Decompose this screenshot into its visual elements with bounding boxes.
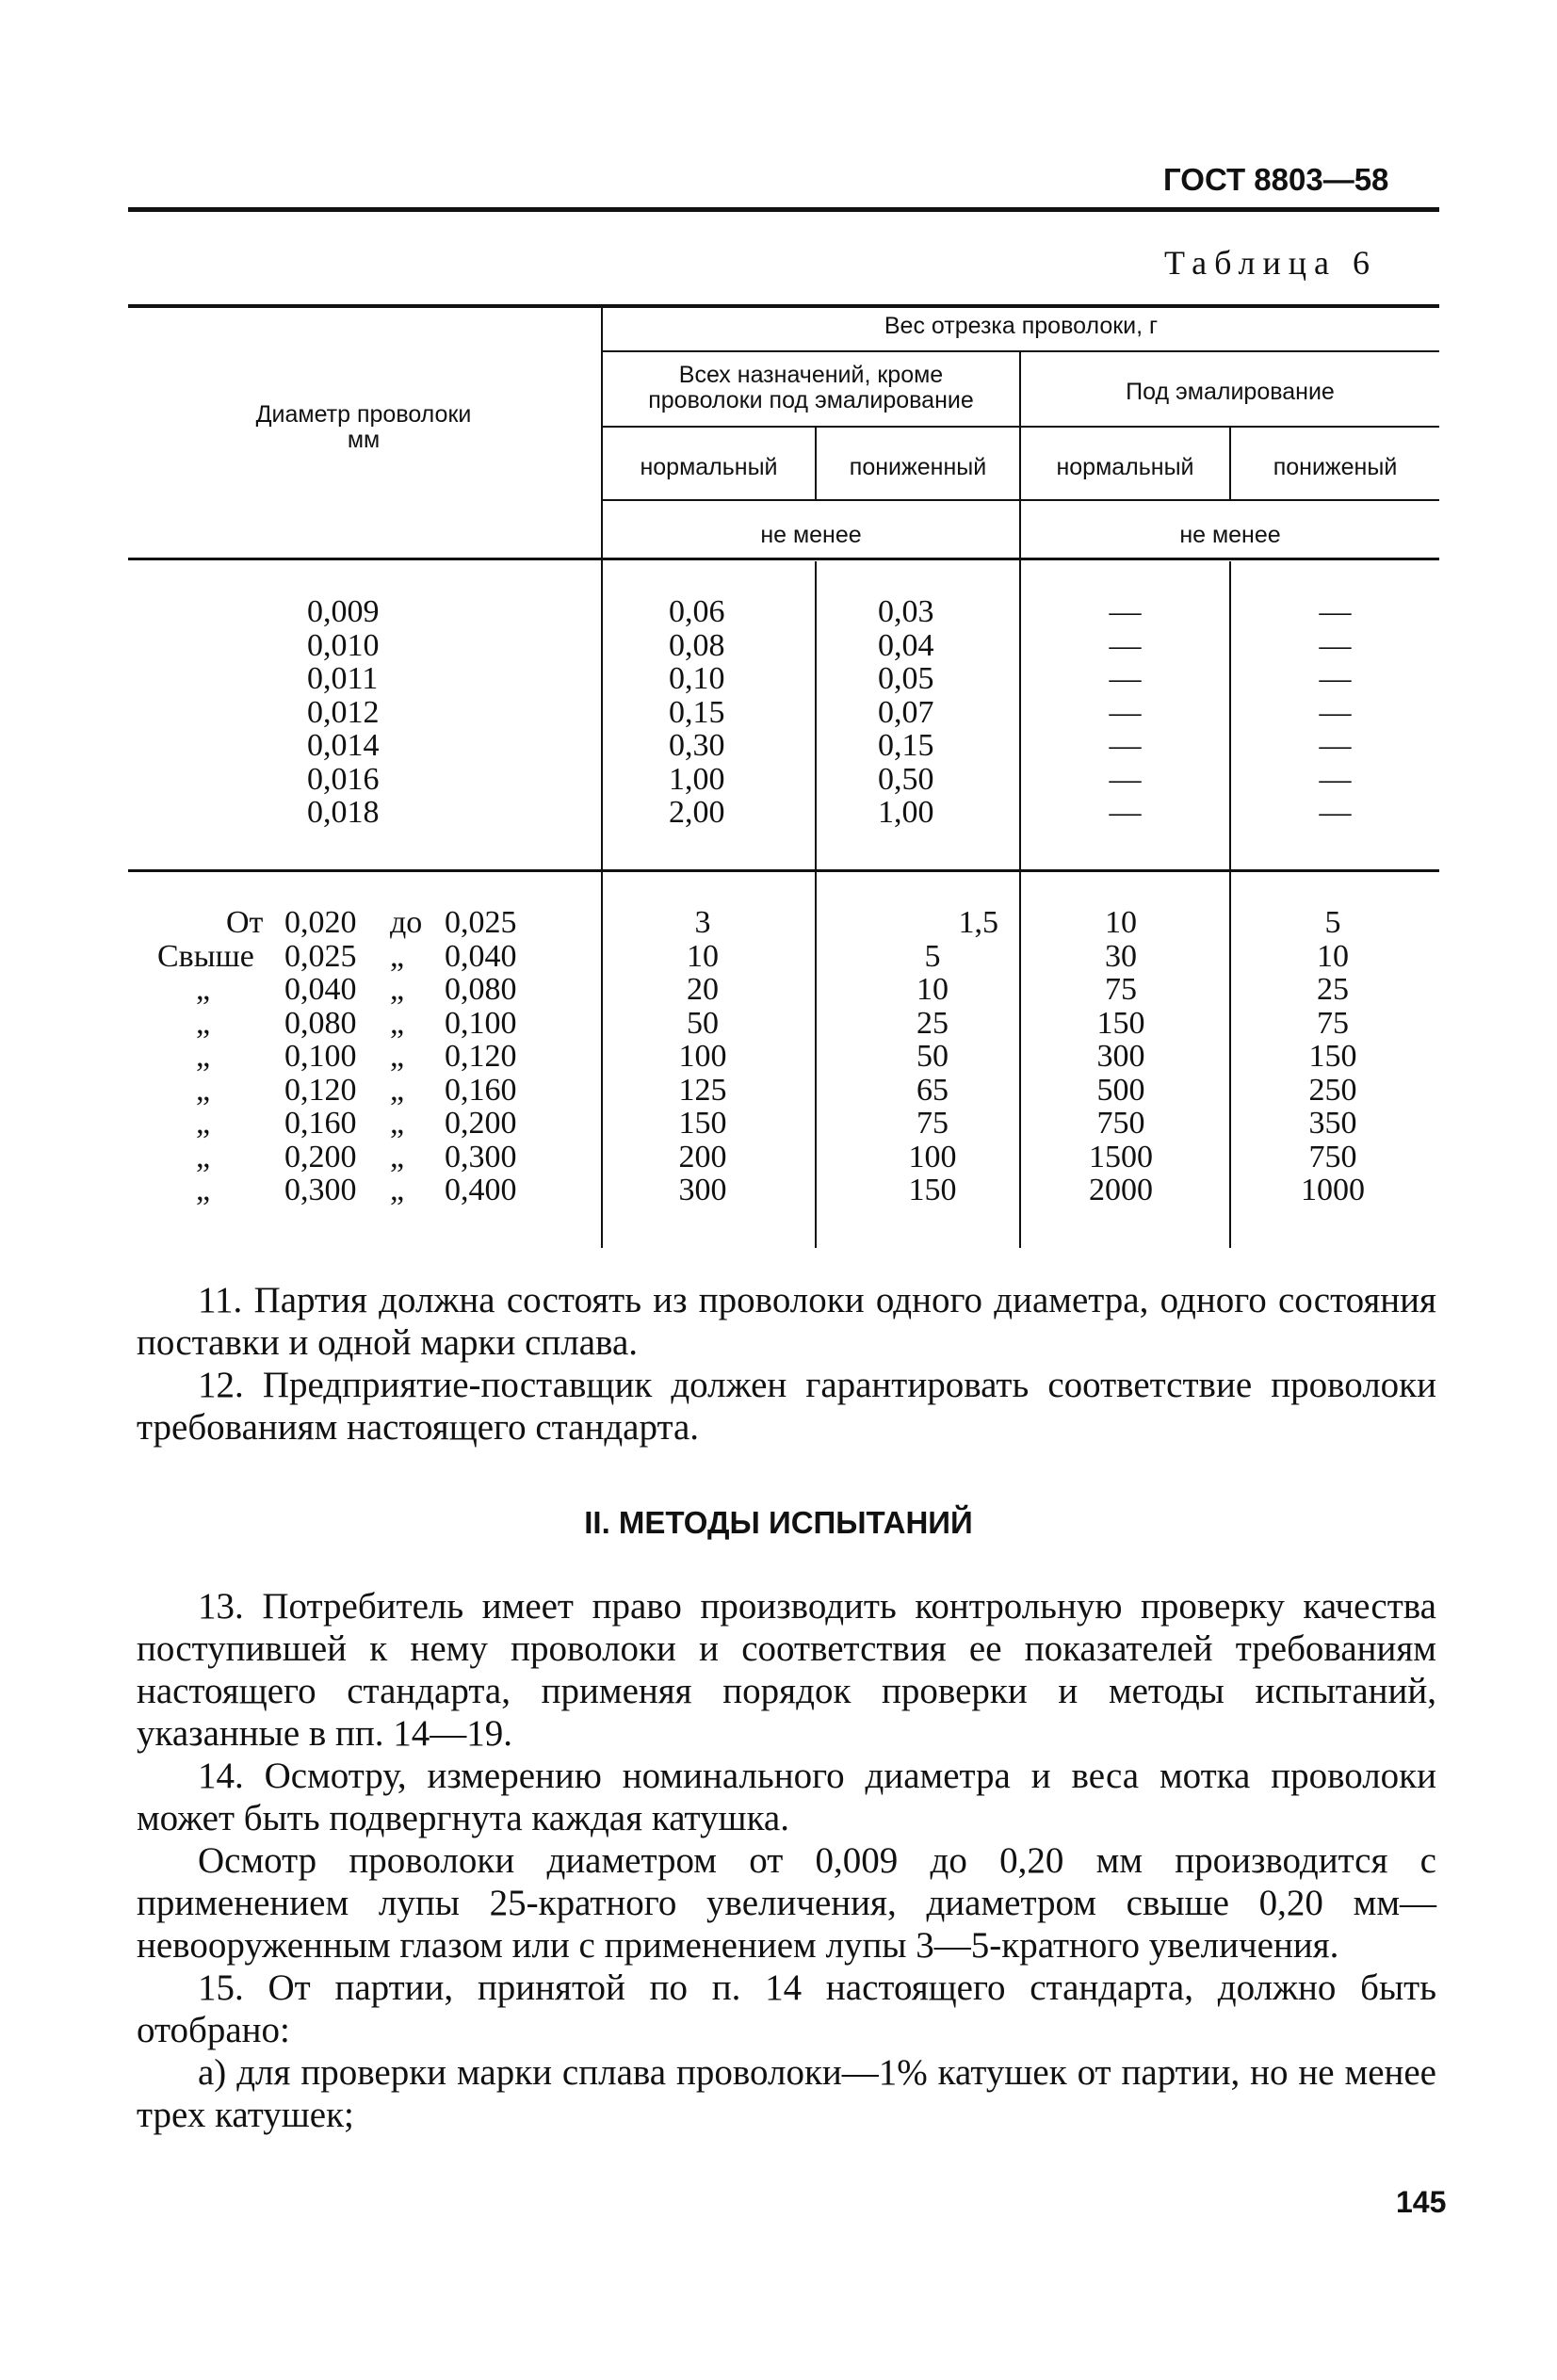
- header-group-all-line1: Всех назначений, кроме: [678, 362, 944, 388]
- table-cell: 0,15: [878, 728, 934, 763]
- block2-enamel-normal: [1064, 906, 1177, 1207]
- block2-all-reduced: [867, 906, 998, 1207]
- range-prefix: Свыше: [157, 938, 254, 974]
- block1-all-normal: [669, 595, 763, 830]
- range-to: 0,400: [445, 1173, 517, 1207]
- range-prefix: „: [196, 1139, 211, 1174]
- table-cell: 20: [687, 972, 719, 1007]
- range-sep: „: [390, 1173, 405, 1207]
- header-normal: нормальный: [640, 454, 778, 480]
- table-cell: —: [1319, 661, 1352, 696]
- range-from: 0,025: [284, 938, 357, 974]
- range-from: 0,300: [284, 1173, 357, 1207]
- table-cell: 0,014: [307, 728, 380, 763]
- table-cell: 125: [678, 1072, 727, 1108]
- table-cell: —: [1109, 795, 1142, 830]
- range-row: [151, 1174, 565, 1207]
- header-reduced-enamel: пониженый: [1273, 454, 1398, 480]
- table-cell: 75: [916, 1106, 949, 1141]
- table-cell: —: [1109, 728, 1142, 763]
- range-sep: „: [390, 938, 405, 974]
- table-cell: 150: [1096, 1005, 1145, 1041]
- range-prefix: „: [196, 1173, 211, 1207]
- table-cell: 0,30: [669, 728, 725, 763]
- table-cell: 50: [687, 1005, 719, 1041]
- table-title: Таблица 6: [1164, 244, 1377, 282]
- header-rule: [128, 207, 1439, 212]
- range-sep: „: [390, 1005, 405, 1041]
- range-to: 0,080: [445, 972, 517, 1007]
- table-cell: 1,5: [958, 905, 998, 940]
- range-sep: „: [390, 1106, 405, 1141]
- section-heading: II. МЕТОДЫ ИСПЫТАНИЙ: [584, 1505, 973, 1540]
- header-normal-enamel: нормальный: [1056, 454, 1194, 480]
- header-weight: Вес отрезка проволоки, г: [884, 313, 1159, 339]
- table-cell: 65: [916, 1072, 949, 1108]
- table-cell: 0,15: [669, 694, 725, 730]
- table-cell: —: [1109, 594, 1142, 629]
- range-to: 0,200: [445, 1106, 517, 1141]
- range-sep: „: [390, 1039, 405, 1074]
- table-cell: —: [1319, 761, 1352, 797]
- table-cell: 300: [678, 1173, 727, 1207]
- block1-enamel-normal: [1021, 595, 1229, 830]
- table-head-bottom-rule: [128, 558, 1439, 560]
- table-cell: 350: [1308, 1106, 1357, 1141]
- block2-all-normal: [650, 906, 755, 1207]
- page-number: 145: [1396, 2185, 1447, 2219]
- range-prefix: „: [196, 1072, 211, 1108]
- header-min-all: не менее: [760, 522, 862, 548]
- paragraph-14: 14. Осмотру, измерению номинального диаметра и веса мотка проволоки может быть подвергнута каждая катушка.: [137, 1756, 1436, 1838]
- table-cell: 1,00: [669, 761, 725, 797]
- paragraph-11: 11. Партия должна состоять из проволоки одного диаметра, одного состояния поставки и одной марки сплава.: [137, 1280, 1436, 1363]
- table-cell: 10: [687, 938, 719, 974]
- range-row: [151, 1040, 565, 1074]
- table-cell: 250: [1308, 1072, 1357, 1108]
- paragraph-15: 15. От партии, принятой по п. 14 настоящего стандарта, должно быть отобрано:: [137, 1967, 1436, 2050]
- table-cell: 0,04: [878, 627, 934, 663]
- range-prefix: „: [196, 972, 211, 1007]
- table-cell: —: [1319, 627, 1352, 663]
- table-cell: 25: [916, 1005, 949, 1041]
- table-cell: 1000: [1301, 1173, 1365, 1207]
- table-cell: —: [1109, 694, 1142, 730]
- range-from: 0,120: [284, 1072, 357, 1108]
- range-to: 0,040: [445, 938, 517, 974]
- paragraph-12: 12. Предприятие-поставщик должен гарантировать соответствие проволоки требованиям настоящего стандарта.: [137, 1365, 1436, 1448]
- table-cell: 100: [908, 1139, 957, 1174]
- table-cell: 50: [916, 1039, 949, 1074]
- table-cell: 0,03: [878, 594, 934, 629]
- range-row: [151, 940, 565, 974]
- header-group-all: [603, 363, 1019, 413]
- range-from: 0,160: [284, 1106, 357, 1141]
- paragraph-14b: Осмотр проволоки диаметром от 0,009 до 0,20 мм производится с применением лупы 25-кратного увеличения, диаметром свыше 0,20 мм—невооруженным глазом или с применением лупы 3—5-кратного увеличения.: [137, 1840, 1436, 1966]
- table-cell: —: [1319, 728, 1352, 763]
- table-cell: 2,00: [669, 795, 725, 830]
- table-cell: 25: [1317, 972, 1349, 1007]
- vline-data-left: [815, 561, 817, 1248]
- range-sep: до: [390, 905, 423, 940]
- header-diameter-unit: мм: [347, 427, 381, 453]
- table-cell: 150: [678, 1106, 727, 1141]
- paragraphs-before-section: [137, 1279, 1436, 1449]
- range-from: 0,080: [284, 1005, 357, 1041]
- table-cell: —: [1109, 761, 1142, 797]
- vline-diameter: [601, 306, 603, 1248]
- table-cell: 0,10: [669, 661, 725, 696]
- table-cell: 10: [1317, 938, 1349, 974]
- table-cell: —: [1319, 694, 1352, 730]
- table-cell: 2000: [1089, 1173, 1153, 1207]
- range-prefix: „: [196, 1106, 211, 1141]
- range-sep: „: [390, 1072, 405, 1108]
- range-row: [151, 1107, 565, 1141]
- paragraph-13: 13. Потребитель имеет право производить контрольную проверку качества поступившей к нему проволоки и соответствия ее показателей требованиям настоящего стандарта, применяя порядок проверки и методы испытаний, указанные в пп. 14—19.: [137, 1586, 1436, 1754]
- range-row: [151, 1141, 565, 1174]
- table-cell: 150: [1308, 1039, 1357, 1074]
- header-diameter: [128, 402, 599, 453]
- table-cell: 5: [924, 938, 941, 974]
- table-cell: —: [1109, 661, 1142, 696]
- range-prefix: От: [226, 905, 264, 940]
- table-cell: 0,011: [307, 661, 379, 696]
- range-sep: „: [390, 972, 405, 1007]
- table-cell: 750: [1308, 1139, 1357, 1174]
- table-cell: 0,016: [307, 761, 380, 797]
- paragraph-15a: а) для проверки марки сплава проволоки—1% катушек от партии, но не менее трех катушек;: [137, 2052, 1436, 2135]
- range-prefix: „: [196, 1039, 211, 1074]
- paragraphs-after-section: [137, 1585, 1436, 2136]
- table-cell: 5: [1324, 905, 1341, 940]
- table-cell: —: [1319, 594, 1352, 629]
- table-cell: 0,07: [878, 694, 934, 730]
- table-cell: 3: [694, 905, 711, 940]
- block-separator-rule: [128, 869, 1439, 872]
- range-from: 0,020: [284, 905, 357, 940]
- table-cell: 10: [1105, 905, 1137, 940]
- table-cell: 500: [1096, 1072, 1145, 1108]
- table-cell: 0,08: [669, 627, 725, 663]
- standard-number: ГОСТ 8803—58: [1163, 162, 1389, 197]
- header-reduced: пониженный: [849, 454, 987, 480]
- table-cell: 0,05: [878, 661, 934, 696]
- range-to: 0,025: [445, 905, 517, 940]
- table-cell: 75: [1105, 972, 1137, 1007]
- block1-all-reduced: [878, 595, 972, 830]
- table-top-rule: [128, 304, 1439, 308]
- table-cell: 750: [1096, 1106, 1145, 1141]
- range-from: 0,040: [284, 972, 357, 1007]
- block1-enamel-reduced: [1231, 595, 1439, 830]
- table-cell: 200: [678, 1139, 727, 1174]
- range-to: 0,300: [445, 1139, 517, 1174]
- header-group-enamel: Под эмалирование: [1126, 379, 1335, 405]
- range-sep: „: [390, 1139, 405, 1174]
- range-row: [151, 1074, 565, 1108]
- block1-diameters: [307, 595, 420, 830]
- header-group-all-line2: проволоки под эмалирование: [648, 387, 974, 413]
- block2-enamel-reduced: [1276, 906, 1389, 1207]
- range-to: 0,120: [445, 1039, 517, 1074]
- range-from: 0,100: [284, 1039, 357, 1074]
- range-row: [151, 906, 565, 940]
- table-cell: 0,06: [669, 594, 725, 629]
- range-row: [151, 1007, 565, 1041]
- range-prefix: „: [196, 1005, 211, 1041]
- table-cell: 300: [1096, 1039, 1145, 1074]
- block2-ranges: [151, 906, 565, 1207]
- table-cell: 0,010: [307, 627, 380, 663]
- table-cell: 150: [908, 1173, 957, 1207]
- range-to: 0,100: [445, 1005, 517, 1041]
- table-cell: —: [1319, 795, 1352, 830]
- table-cell: 0,50: [878, 761, 934, 797]
- table-cell: 100: [678, 1039, 727, 1074]
- table-cell: 10: [916, 972, 949, 1007]
- header-min-enamel: не менее: [1179, 522, 1281, 548]
- table-cell: 0,009: [307, 594, 380, 629]
- table-cell: —: [1109, 627, 1142, 663]
- table-cell: 0,012: [307, 694, 380, 730]
- table-cell: 75: [1317, 1005, 1349, 1041]
- range-row: [151, 973, 565, 1007]
- table-cell: 1,00: [878, 795, 934, 830]
- table-cell: 30: [1105, 938, 1137, 974]
- range-from: 0,200: [284, 1139, 357, 1174]
- header-diameter-label: Диаметр проволоки: [255, 401, 472, 428]
- table-cell: 1500: [1089, 1139, 1153, 1174]
- range-to: 0,160: [445, 1072, 517, 1108]
- table-cell: 0,018: [307, 795, 380, 830]
